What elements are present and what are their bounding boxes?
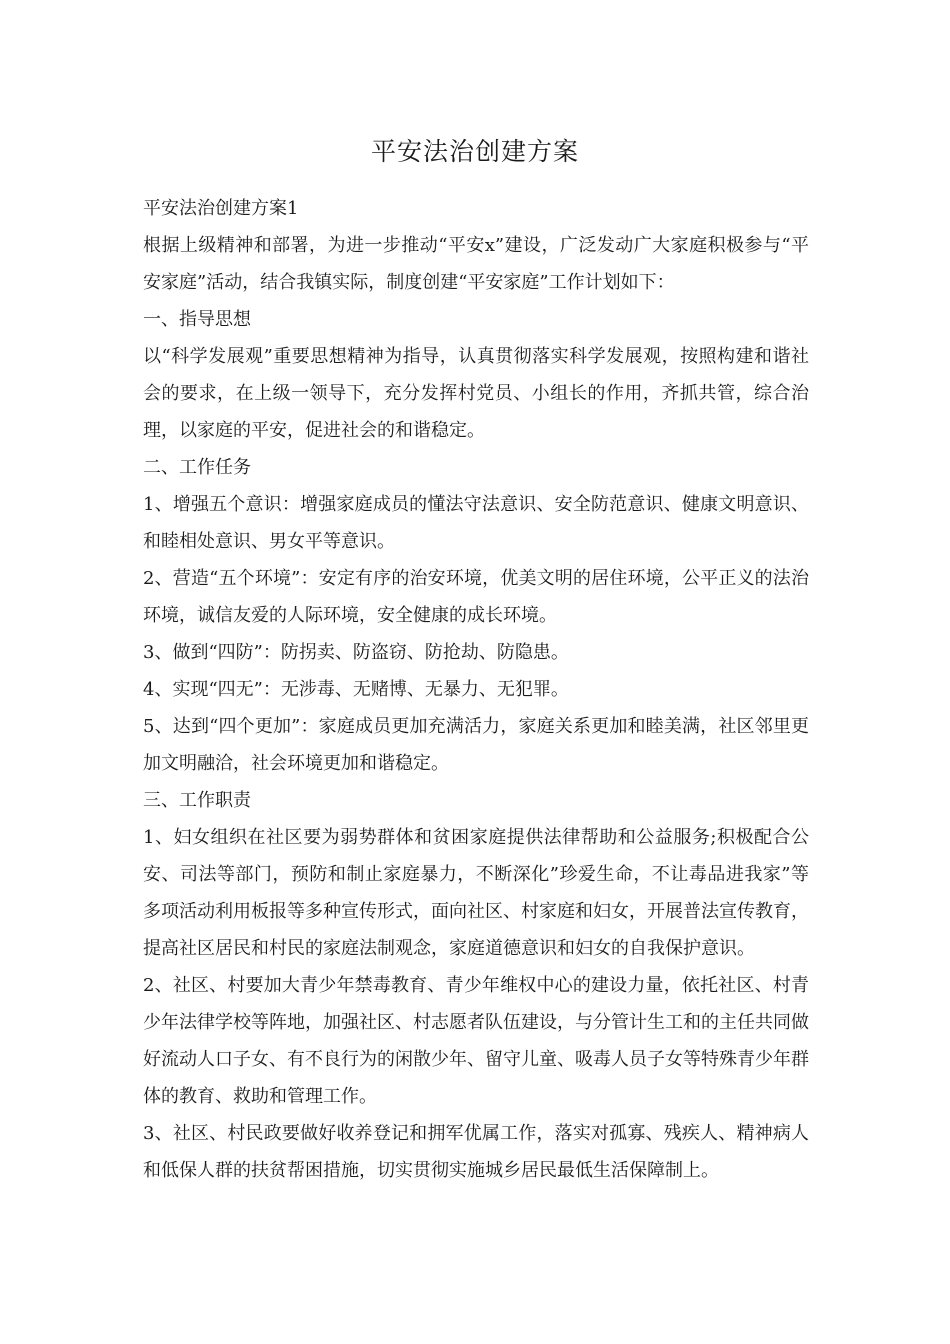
task-item-2: 2、营造“五个环境”：安定有序的治安环境，优美文明的居住环境，公平正义的法治环境，诚信友爱的人际环境，安全健康的成长环境。 xyxy=(143,568,809,626)
duty-item-3: 3、社区、村民政要做好收养登记和拥军优属工作，落实对孤寡、残疾人、精神病人和低保人群的扶贫帮困措施，切实贯彻实施城乡居民最低生活保障制上。 xyxy=(143,1123,809,1181)
section-heading-1: 一、指导思想 xyxy=(143,309,251,330)
duty-item-2: 2、社区、村要加大青少年禁毒教育、青少年维权中心的建设力量，依托社区、村青少年法律学校等阵地，加强社区、村志愿者队伍建设，与分管计生工和的主任共同做好流动人口子女、有不良行为的闲散少年、留守儿童、吸毒人员子女等特殊青少年群体的教育、救助和管理工作。 xyxy=(143,975,809,1107)
section-heading-3: 三、工作职责 xyxy=(143,790,251,811)
task-item-5: 5、达到“四个更加”：家庭成员更加充满活力，家庭关系更加和睦美满，社区邻里更加文明融洽，社会环境更加和谐稳定。 xyxy=(143,716,809,774)
guiding-thought-paragraph: 以“科学发展观”重要思想精神为指导，认真贯彻落实科学发展观，按照构建和谐社会的要求，在上级一领导下，充分发挥村党员、小组长的作用，齐抓共管，综合治理，以家庭的平安，促进社会的和谐稳定。 xyxy=(143,346,809,441)
task-item-4: 4、实现“四无”：无涉毒、无赌博、无暴力、无犯罪。 xyxy=(143,679,569,700)
task-item-3: 3、做到“四防”：防拐卖、防盗窃、防抢劫、防隐患。 xyxy=(143,642,569,663)
intro-paragraph: 根据上级精神和部署，为进一步推动“平安x”建设，广泛发动广大家庭积极参与“平安家庭”活动，结合我镇实际，制度创建“平安家庭”工作计划如下： xyxy=(143,235,809,293)
section-subtitle: 平安法治创建方案1 xyxy=(143,198,299,219)
task-item-1: 1、增强五个意识：增强家庭成员的懂法守法意识、安全防范意识、健康文明意识、和睦相处意识、男女平等意识。 xyxy=(143,494,809,552)
duty-item-1: 1、妇女组织在社区要为弱势群体和贫困家庭提供法律帮助和公益服务;积极配合公安、司法等部门，预防和制止家庭暴力，不断深化”珍爱生命，不让毒品进我家”等多项活动利用板报等多种宣传形式，面向社区、村家庭和妇女，开展普法宣传教育，提高社区居民和村民的家庭法制观念，家庭道德意识和妇女的自我保护意识。 xyxy=(143,827,809,959)
section-heading-2: 二、工作任务 xyxy=(143,457,251,478)
document-body xyxy=(143,190,809,1189)
document-title: 平安法治创建方案 xyxy=(370,137,579,166)
